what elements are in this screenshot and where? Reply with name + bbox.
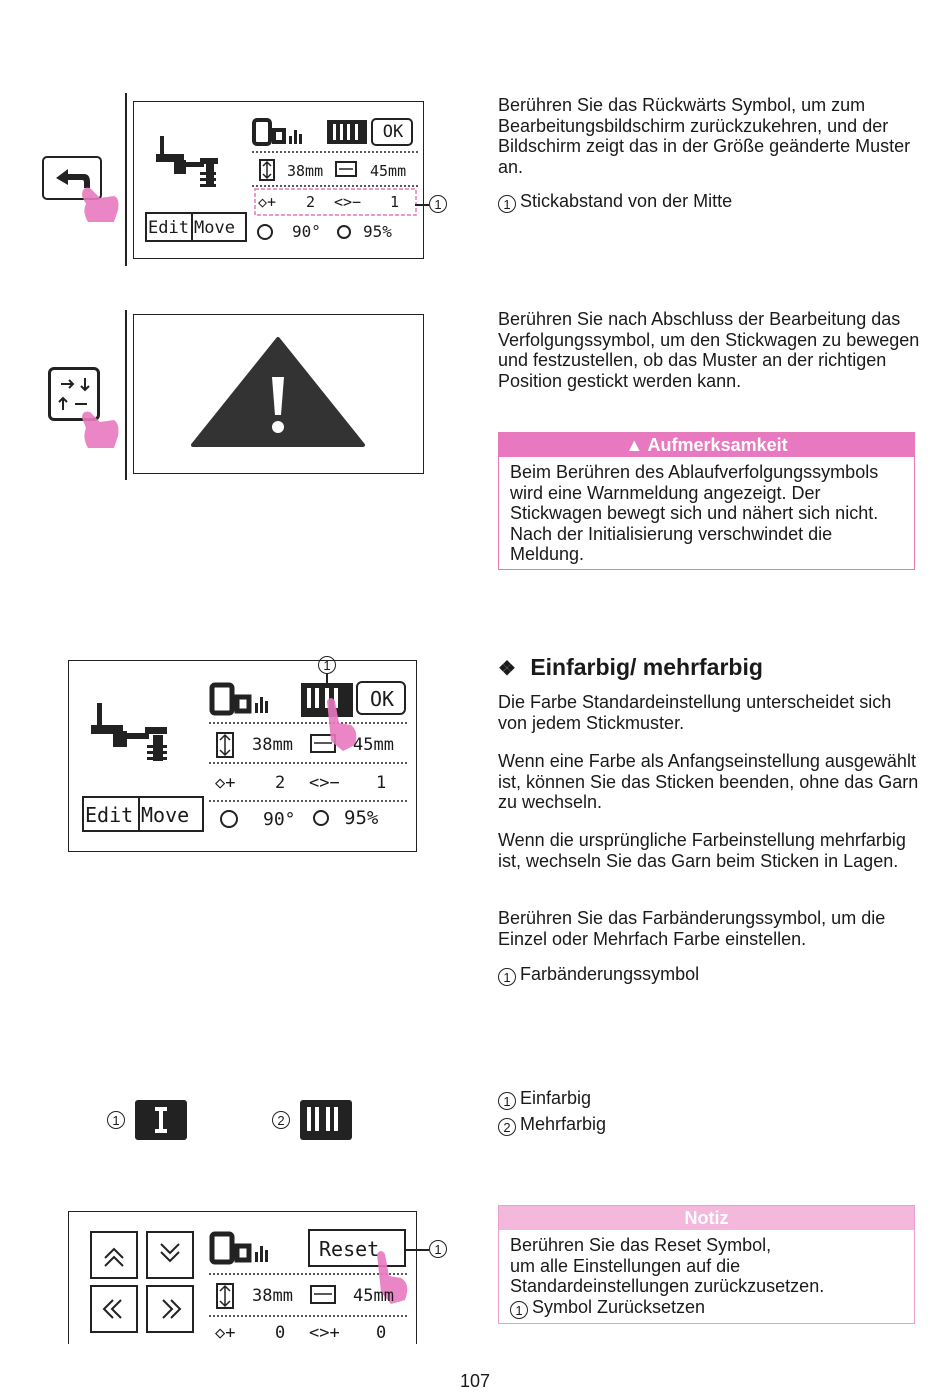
size-width-value: 45mm [353,735,394,755]
callout-leader [404,1249,429,1251]
note-callout [510,1297,903,1319]
item-1 [498,1088,923,1110]
size-height-value: 38mm [252,1286,293,1306]
horizontal-offset-value: 1 [390,193,400,211]
lcd-warning-screen [133,314,424,474]
caution-title: Aufmerksamkeit [647,435,788,455]
diamond-bullet-icon: ❖ [498,658,516,680]
horizontal-offset-value: 1 [376,773,387,793]
lcd-reset-graphics [69,1212,415,1344]
warning-icon: ▲ [625,435,644,455]
note-callout-text: Symbol Zurücksetzen [532,1296,706,1317]
rotate-icon [221,811,237,827]
section3-callout [498,964,923,986]
caution-box [498,432,915,570]
section3-p4: Berühren Sie das Farbänderungssymbol, um die Einzel oder Mehrfach Farbe einstellen. [498,908,886,949]
horizontal-offset-icon: <>− [309,773,340,793]
margin-rule [125,310,127,480]
vertical-offset-value: 2 [275,773,286,793]
item-2-text: Mehrfarbig [520,1114,607,1134]
vertical-offset-value: 2 [306,193,316,211]
section3-heading [498,654,763,681]
single-color-icon [135,1100,187,1140]
section-1 [0,0,950,280]
callout-leader [326,674,328,684]
up-button [91,1232,137,1278]
size-width-value: 45mm [370,162,407,180]
horizontal-offset-icon: <>+ [309,1323,340,1343]
rotate-icon [258,225,272,239]
caution-header [499,433,914,457]
item-1-text: Einfarbig [520,1088,592,1108]
section-4 [0,1080,950,1160]
note-line-2: um alle Einstellungen auf die [510,1255,741,1276]
zoom-value: 95% [344,807,379,829]
rotation-value: 90° [263,809,296,830]
zoom-icon [314,811,328,825]
section2-text: Berühren Sie nach Abschluss der Bearbeitung das Verfolgungssymbol, um den Stickwagen zu bewegen und festzustellen, ob das Muster an der richtigen Position gestickt werden kann. [498,309,920,391]
vertical-offset-icon: ◇+ [258,193,277,211]
note-callout-number: 1 [510,1301,528,1319]
reset-label: Reset [319,1237,380,1261]
callout-number-1: 1 [429,1240,447,1258]
callout-text: Farbänderungssymbol [520,964,700,984]
right-button [147,1286,193,1332]
sewing-machine-icon [91,703,167,761]
zoom-value: 95% [363,222,392,241]
move-label: Move [141,803,190,827]
icon-label-1: 1 [107,1111,125,1129]
horizontal-offset-value: 0 [376,1323,387,1343]
note-header: Notiz [499,1206,914,1230]
lcd-edit-screen [133,101,424,259]
edit-label: Edit [148,218,189,238]
section-5 [0,1200,950,1350]
horizontal-offset-icon: <>− [334,193,362,211]
callout-number-1: 1 [429,195,447,213]
icon-label-2: 2 [272,1111,290,1129]
vertical-offset-icon: ◇+ [215,1323,236,1343]
page-number: 107 [459,1371,491,1391]
size-height-value: 38mm [287,162,324,180]
bar-graph-icon [289,130,302,144]
rotation-value: 90° [292,222,321,241]
item-2 [498,1114,923,1136]
finger-icon [80,182,120,229]
section-3 [0,640,950,1000]
hoop-icon [254,120,284,144]
note-box [498,1205,915,1324]
section3-p2: Wenn eine Farbe als Anfangseinstellung ausgewählt ist, können Sie das Sticken beenden, ohne das Garn zu wechseln. [498,751,919,812]
note-line-1: Berühren Sie das Reset Symbol, [510,1235,772,1255]
callout-number-1: 1 [318,656,336,674]
left-button [91,1286,137,1332]
zoom-icon [338,226,350,238]
move-label: Move [194,218,235,238]
multi-color-icon [300,1100,352,1140]
edit-label: Edit [85,803,134,827]
callout-leader [415,204,429,206]
section3-p1: Die Farbe Standardeinstellung unterscheidet sich von jedem Stickmuster. [498,692,892,733]
vertical-offset-value: 0 [275,1323,286,1343]
note-body [499,1230,914,1323]
lcd-reset-screen [68,1211,417,1344]
callout-number: 1 [498,195,516,213]
size-width-value: 45mm [353,1286,394,1306]
margin-rule [125,93,127,266]
vertical-offset-icon: ◇+ [215,773,236,793]
caution-body: Beim Berühren des Ablaufverfolgungssymbols wird eine Warnmeldung angezeigt. Der Stickwagen bewegt sich und nähert sich nicht. Nach der Initialisierung verschwindet die Meldung. [510,462,879,564]
size-height-value: 38mm [252,735,293,755]
sewing-machine-icon [156,136,218,187]
section1-callout [498,191,923,213]
down-button [147,1232,193,1278]
section-2 [0,280,950,610]
callout-number: 1 [498,968,516,986]
section1-text: Berühren Sie das Rückwärts Symbol, um zum Bearbeitungsbildschirm zurückzukehren, und der Bildschirm zeigt das in der Größe geänderte Muster an. [498,95,911,177]
note-line-3: Standardeinstellungen zurückzusetzen. [510,1276,825,1296]
heading-text: Einfarbig/ mehrfarbig [530,654,763,680]
item-2-number: 2 [498,1118,516,1136]
ok-label: OK [382,122,404,142]
ok-label: OK [369,687,395,711]
warning-triangle-icon [134,315,422,472]
lcd-color-screen [68,660,417,852]
finger-icon [80,408,120,455]
callout-text: Stickabstand von der Mitte [520,191,733,211]
item-1-number: 1 [498,1092,516,1110]
section3-p3: Wenn die ursprüngliche Farbeinstellung mehrfarbig ist, wechseln Sie das Garn beim Sticken in Lagen. [498,830,906,871]
